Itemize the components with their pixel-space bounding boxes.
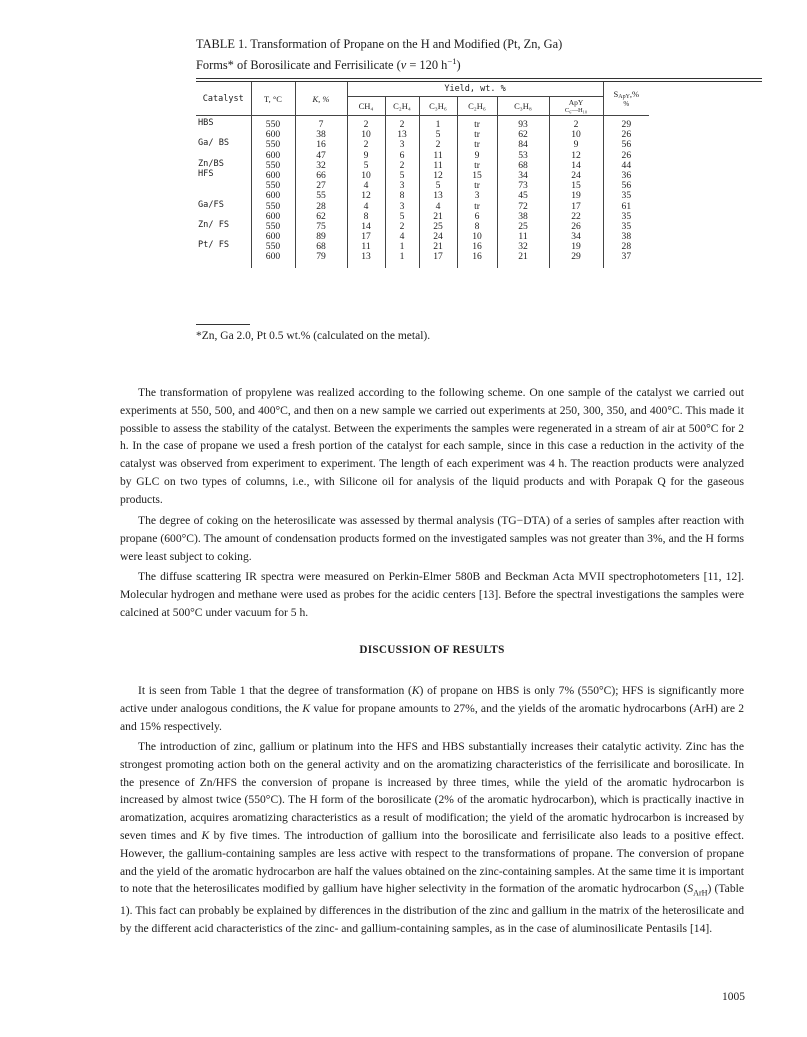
catalyst-label: Pt/ FS: [198, 240, 230, 251]
column-c2h6: [457, 116, 497, 269]
cell-k-5: 66: [316, 169, 326, 181]
cell-apy-11: 34: [571, 231, 581, 243]
cell-t-8: 550: [265, 200, 281, 212]
cell-ch4-9: 8: [363, 210, 369, 222]
page-number: 1005: [722, 991, 745, 1003]
cell-ch4-10: 14: [361, 220, 371, 232]
cell-ch4-6: 4: [363, 180, 369, 192]
table-1: [196, 78, 762, 268]
catalyst-spacer: [198, 128, 251, 138]
column-sapy: [603, 116, 649, 269]
column-ch4: [347, 116, 385, 269]
cell-c3h8-11: 11: [518, 231, 528, 243]
cell-apy-5: 24: [571, 169, 581, 181]
cell-apy-10: 26: [571, 220, 581, 232]
cell-t-10: 550: [265, 220, 281, 232]
cell-s-6: 56: [621, 180, 632, 192]
cell-c3h6-8: 4: [435, 200, 441, 212]
header-sapy: [603, 82, 649, 116]
footnote: *Zn, Ga 2.0, Pt 0.5 wt.% (calculated on the metal).: [196, 330, 431, 342]
cell-s-1: 26: [621, 129, 632, 141]
cell-t-5: 600: [265, 169, 281, 181]
catalyst-label: HBS: [198, 118, 214, 128]
cell-ch4-1: 10: [361, 129, 371, 141]
cell-s-10: 35: [621, 220, 632, 232]
cell-s-3: 26: [621, 149, 632, 161]
caption-line-2-prefix: Forms* of Borosilicate and Ferrisilicate (: [196, 58, 401, 73]
catalyst-label: Ga/FS: [198, 199, 224, 210]
cell-c3h8-8: 72: [518, 200, 528, 212]
cell-t-3: 600: [265, 149, 281, 161]
cell-apy-0: 2: [573, 119, 579, 130]
catalyst-label: Zn/ FS: [198, 219, 230, 230]
catalyst-label: HFS: [198, 168, 214, 179]
header-sapy-percent: %: [623, 100, 630, 108]
cell-t-2: 550: [265, 139, 281, 151]
header-conversion-label: K, %: [312, 93, 330, 104]
cell-k-10: 75: [316, 220, 326, 232]
cell-c2h4-2: 3: [399, 139, 405, 151]
cell-t-1: 600: [265, 129, 281, 141]
cell-c2h4-12: 1: [399, 241, 405, 253]
cell-s-5: 36: [621, 169, 632, 181]
cell-c2h6-8: tr: [474, 200, 480, 212]
cell-apy-6: 15: [571, 180, 581, 192]
p4-text-a: It is seen from Table 1 that the degree of transformation (: [138, 684, 412, 697]
header-ch4: CH₄: [347, 97, 385, 116]
paragraph-4: [120, 682, 744, 735]
cell-c3h6-5: 12: [433, 169, 443, 181]
cell-s-12: 28: [621, 241, 632, 253]
cell-c3h6-7: 13: [433, 190, 443, 202]
caption-line-1: TABLE 1. Transformation of Propane on the H and Modified (Pt, Zn, Ga): [196, 37, 563, 51]
cell-c2h4-3: 6: [399, 149, 405, 161]
paragraph-5: [120, 738, 744, 938]
header-sapy-comma: ,%: [629, 89, 640, 99]
cell-c2h4-5: 5: [399, 169, 405, 181]
header-c3h8: C₃H₈: [497, 97, 549, 116]
cell-ch4-7: 12: [361, 190, 371, 202]
caption-v: v: [400, 58, 407, 73]
p4-text-b: ) of propane on HBS is only 7% (550°C); HFS is significantly more active under analogous conditions, the: [120, 684, 744, 715]
cell-k-7: 55: [316, 190, 326, 202]
header-apy-range: C₆—H₁₀: [564, 106, 588, 114]
table-caption: [196, 36, 676, 74]
cell-t-6: 550: [265, 180, 281, 192]
cell-c2h6-13: 16: [472, 251, 482, 263]
caption-line-2: [196, 53, 676, 74]
header-conversion: [295, 82, 347, 116]
cell-c3h6-9: 21: [433, 210, 443, 222]
p4-text-c: value for propane amounts to 27%, and the yields of the aromatic hydrocarbons (ArH) are 2 and 15% respectively.: [120, 701, 744, 733]
cell-ch4-2: 2: [363, 139, 369, 151]
cell-c2h4-10: 2: [399, 220, 405, 232]
cell-c2h4-1: 13: [397, 129, 407, 141]
cell-c3h6-4: 11: [433, 159, 443, 171]
cell-c3h8-4: 68: [518, 159, 528, 171]
catalyst-spacer: [198, 210, 251, 220]
p5-text-c: ) (Table 1). This fact can probably be explained by differences in the distribution of the zinc and gallium in the matrix of the heterosilicate and by the different acid characteristics of the zinc- and gallium-containing samples, as in the case of aluminosilicate Pentasils [14].: [120, 882, 744, 936]
header-temperature: T, °C: [251, 82, 295, 116]
cell-t-13: 600: [265, 251, 281, 263]
cell-c2h4-4: 2: [399, 159, 405, 171]
cell-c3h6-6: 5: [435, 180, 441, 192]
cell-s-0: 29: [621, 119, 632, 130]
cell-t-9: 600: [265, 210, 281, 222]
cell-c2h6-6: tr: [474, 180, 480, 192]
caption-line-2-mid: = 120 h: [406, 58, 448, 73]
cell-t-0: 550: [265, 119, 281, 130]
cell-c3h6-3: 11: [433, 149, 443, 161]
cell-c3h8-5: 34: [518, 169, 528, 181]
cell-c3h8-13: 21: [518, 251, 528, 263]
p5-s: S: [687, 882, 694, 896]
column-c3h8: [497, 116, 549, 269]
cell-c2h6-12: 16: [472, 241, 482, 253]
cell-s-13: 37: [621, 251, 632, 263]
cell-c3h6-2: 2: [435, 139, 441, 151]
table-top-rule: [196, 78, 762, 79]
cell-s-7: 35: [621, 190, 632, 202]
cell-c3h6-11: 24: [433, 231, 443, 243]
cell-ch4-3: 9: [363, 149, 369, 161]
cell-ch4-11: 17: [361, 231, 371, 243]
cell-ch4-4: 5: [363, 159, 369, 171]
cell-c2h4-0: 2: [399, 119, 405, 130]
cell-apy-8: 17: [571, 200, 581, 212]
p4-k-2: K: [302, 701, 311, 715]
cell-apy-12: 19: [571, 241, 581, 253]
cell-k-4: 32: [316, 159, 326, 171]
cell-c3h8-10: 25: [518, 220, 528, 232]
cell-c2h4-8: 3: [399, 200, 405, 212]
cell-apy-7: 19: [571, 190, 581, 202]
cell-c3h6-1: 5: [435, 129, 441, 141]
p5-s-subscript: ArH: [693, 888, 708, 898]
column-temperature: [251, 116, 295, 269]
header-sapy-label: [614, 89, 640, 99]
cell-c3h6-0: 1: [435, 119, 441, 130]
cell-s-8: 61: [621, 200, 632, 212]
cell-t-12: 550: [265, 241, 281, 253]
header-c3h6: C₃H₆: [419, 97, 457, 116]
cell-c3h8-1: 62: [518, 129, 528, 141]
cell-c2h6-10: 8: [474, 220, 480, 232]
cell-c3h6-12: 21: [433, 241, 443, 253]
cell-ch4-5: 10: [361, 169, 371, 181]
catalyst-label: Zn/BS: [198, 158, 224, 169]
header-catalyst: Catalyst: [196, 82, 251, 116]
cell-k-2: 16: [316, 139, 326, 151]
section-heading: DISCUSSION OF RESULTS: [359, 644, 505, 656]
catalyst-spacer: [198, 230, 251, 240]
catalyst-label: Ga/ BS: [198, 138, 230, 149]
paragraph-3: The diffuse scattering IR spectra were measured on Perkin-Elmer 580B and Beckman Acta MVII spectrophotometers [11, 12]. Molecular hydrogen and methane were used as probes for the acidic centers [13]. Before the spectral investigations the samples were calcined at 500°C under vacuum for 5 h.: [120, 570, 744, 619]
header-apy-label: ApY: [568, 97, 584, 107]
cell-c3h8-7: 45: [518, 190, 528, 202]
catalyst-spacer: [198, 149, 251, 159]
cell-c3h8-12: 32: [518, 241, 528, 253]
header-yield-group: Yield, wt. %: [347, 82, 603, 97]
cell-c2h6-7: 3: [474, 190, 480, 202]
catalyst-spacer: [198, 250, 251, 260]
data-table: [196, 82, 762, 268]
cell-c2h4-11: 4: [399, 231, 405, 243]
cell-c2h4-7: 8: [399, 190, 405, 202]
cell-apy-1: 10: [571, 129, 581, 141]
cell-s-11: 38: [621, 231, 632, 243]
p4-k-1: K: [411, 684, 420, 697]
header-sapy-s: S: [613, 89, 619, 99]
column-catalyst: [196, 116, 251, 269]
column-c2h4: [385, 116, 419, 269]
header-sapy-subscript: ApY: [618, 94, 630, 100]
cell-c3h8-6: 73: [518, 180, 528, 192]
cell-c3h6-10: 25: [433, 220, 443, 232]
cell-k-12: 68: [316, 241, 326, 253]
cell-c2h6-11: 10: [472, 231, 482, 243]
cell-c3h8-9: 38: [518, 210, 528, 222]
p5-k: K: [201, 828, 210, 842]
caption-line-2-suffix: ): [456, 58, 461, 73]
column-c3h6: [419, 116, 457, 269]
paragraph-2: The degree of coking on the heterosilicate was assessed by thermal analysis (TG−DTA) of a series of samples after reaction with propane (600°C). The amount of condensation products formed on the investigated samples was not greater than 3%, and the H forms were least subject to coking.: [120, 514, 744, 563]
cell-k-0: 7: [318, 119, 324, 130]
cell-apy-9: 22: [571, 210, 581, 222]
header-apy: [549, 97, 603, 116]
cell-ch4-0: 2: [363, 119, 369, 130]
cell-apy-13: 29: [571, 251, 581, 263]
cell-c2h6-9: 6: [474, 210, 480, 222]
cell-ch4-8: 4: [363, 200, 369, 212]
cell-k-6: 27: [316, 180, 326, 192]
cell-ch4-12: 11: [361, 241, 371, 253]
cell-k-9: 62: [316, 210, 326, 222]
cell-c2h4-13: 1: [399, 251, 405, 263]
cell-c2h6-3: 9: [474, 149, 480, 161]
cell-c2h6-2: tr: [474, 139, 480, 151]
cell-apy-4: 14: [571, 159, 581, 171]
cell-c2h4-9: 5: [399, 210, 405, 222]
cell-s-9: 35: [621, 210, 632, 222]
cell-k-11: 89: [316, 231, 326, 243]
header-c2h4: C₂H₄: [385, 97, 419, 116]
cell-s-2: 56: [621, 139, 632, 151]
catalyst-spacer: [198, 179, 251, 189]
cell-t-7: 600: [265, 190, 281, 202]
cell-apy-3: 12: [571, 149, 581, 161]
cell-ch4-13: 13: [361, 251, 371, 263]
cell-k-13: 79: [316, 251, 326, 263]
cell-c2h6-0: tr: [474, 119, 480, 130]
caption-exponent: −1: [447, 56, 457, 66]
p5-text-b: by five times. The introduction of gallium into the borosilicate and ferrisilicate also leads to a positive effect. However, the gallium-containing samples are less active with respect to the transformations of propane. The conversion of propane and the yield of the aromatic hydrocarbon are half the values obtained on the zinc-containing samples. At the same time it is important to note that the heterosilicates modified by gallium have higher selectivity in the formation of the aromatic hydrocarbon (: [120, 828, 745, 896]
cell-c3h8-2: 84: [518, 139, 528, 151]
cell-c2h6-5: 15: [472, 169, 482, 181]
cell-k-8: 28: [316, 200, 326, 212]
cell-k-3: 47: [316, 149, 326, 161]
cell-t-11: 600: [265, 231, 281, 243]
column-conversion: [295, 116, 347, 269]
footnote-rule: [196, 324, 250, 325]
cell-k-1: 38: [316, 129, 326, 141]
cell-s-4: 44: [621, 159, 632, 171]
p5-text-a: The introduction of zinc, gallium or platinum into the HFS and HBS substantially increases their catalytic activity. Zinc has the strongest promoting action both on the general activity and on the aromatizing characteristics of the ferrisilicate and borosilicate. In the presence of Zn/HFS the conversion of propane is increased by three times, while the yield of the aromatic hydrocarbon is increased by almost twice (550°C). The H form of the borosilicate (2% of the aromatic hydrocarbon), which is practically inactive in aromatization, acquires aromatizing characteristics as a result of modification; the yield of the aromatic hydrocarbon is increased by seven times and: [120, 740, 744, 842]
cell-c3h6-13: 17: [433, 251, 443, 263]
paragraph-1: The transformation of propylene was realized according to the following scheme. On one sample of the catalyst we carried out experiments at 550, 500, and 400°C, and then on a new sample we carried out experiments at 250, 300, 350, and 400°C. This made it possible to assess the stability of the catalyst. Between the experiments the samples were regenerated in a stream of air at 500°C for 2 h. In the case of propane we used a fresh portion of the catalyst for each sample, since in this case a reduction in the activity of the catalyst was observed from experiment to experiment. The length of each experiment was 4 h. The reaction products were analyzed by GLC on two types of columns, i.e., with Silicone oil for analysis of the liquid products and with Porapak Q for the gaseous products.: [120, 386, 744, 506]
cell-c2h4-6: 3: [399, 180, 405, 192]
header-c2h6: C₂H₆: [457, 97, 497, 116]
cell-c2h6-4: tr: [474, 159, 480, 171]
cell-t-4: 550: [265, 159, 281, 171]
cell-c2h6-1: tr: [474, 129, 480, 141]
cell-c3h8-3: 53: [518, 149, 528, 161]
cell-apy-2: 9: [573, 139, 579, 151]
cell-c3h8-0: 93: [518, 119, 528, 130]
catalyst-spacer: [198, 189, 251, 199]
column-apy: [549, 116, 603, 269]
